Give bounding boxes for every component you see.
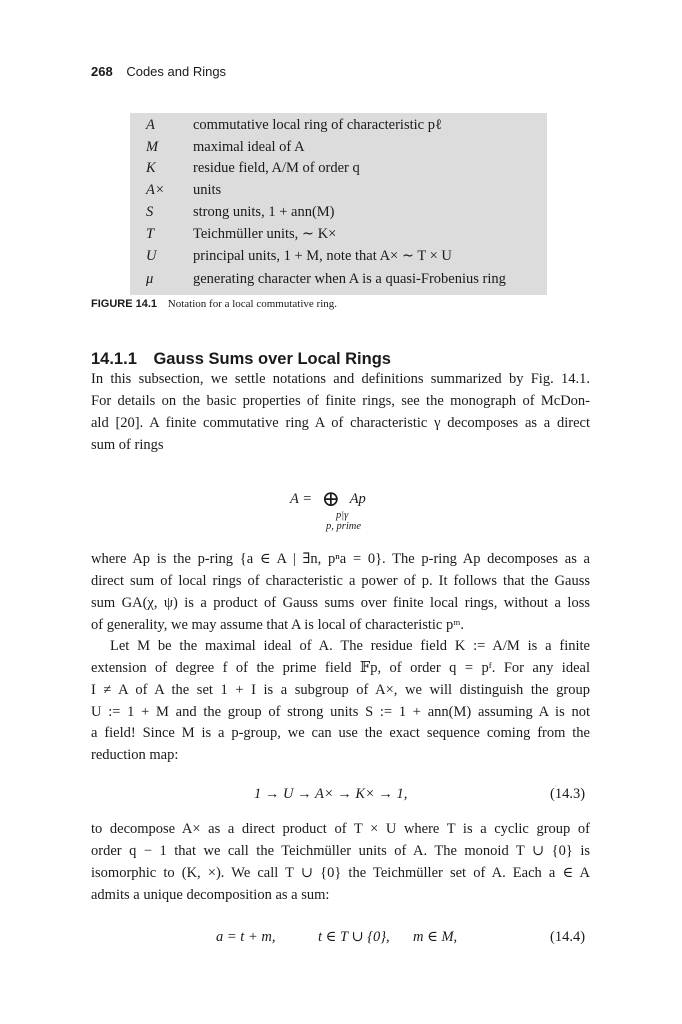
- notation-row: [130, 160, 547, 181]
- equation-14-4-part1: a = t + m,: [216, 929, 276, 945]
- notation-symbol: M: [146, 139, 159, 155]
- equation-subscript-1: p|γ: [336, 510, 349, 521]
- section-title: Gauss Sums over Local Rings: [153, 350, 391, 368]
- notation-symbol: K: [146, 160, 156, 176]
- paragraph-line: to decompose A× as a direct product of T × U where T is a cyclic group of: [91, 821, 590, 837]
- notation-symbol: U: [146, 248, 157, 264]
- equation-14-4-part2: t ∈ T ∪ {0},: [318, 929, 390, 945]
- notation-symbol: A×: [146, 182, 165, 198]
- notation-description: principal units, 1 + M, note that A× ∼ T × U: [193, 248, 452, 264]
- paragraph-line: sum GA(χ, ψ) is a product of Gauss sums over finite local rings, without a loss: [91, 595, 590, 611]
- equation-subscript-2: p, prime: [326, 521, 361, 532]
- notation-row: [130, 139, 547, 160]
- notation-description: Teichmüller units, ∼ K×: [193, 226, 337, 242]
- section-number: 14.1.1: [91, 350, 137, 368]
- notation-description: strong units, 1 + ann(M): [193, 204, 335, 220]
- figure-label: FIGURE 14.1: [91, 298, 158, 310]
- notation-row: [130, 226, 547, 247]
- paragraph-line: where Ap is the p-ring {a ∈ A | ∃n, pⁿa = 0}. The p-ring Ap decomposes as a: [91, 551, 590, 567]
- notation-table: [130, 113, 547, 295]
- paragraph-line: admits a unique decomposition as a sum:: [91, 887, 330, 903]
- figure-caption-text: Notation for a local commutative ring.: [167, 298, 338, 310]
- figure-caption: [91, 298, 337, 310]
- paragraph-line: reduction map:: [91, 747, 179, 763]
- notation-description: units: [193, 182, 222, 198]
- page-number: 268: [91, 64, 113, 79]
- equation-number: (14.3): [550, 786, 586, 802]
- notation-row: [130, 248, 547, 269]
- paragraph-line: extension of degree f of the prime field 𝔽p, of order q = pᶠ. For any ideal: [91, 660, 590, 676]
- notation-description: maximal ideal of A: [193, 139, 305, 155]
- direct-sum-symbol: ⊕: [321, 486, 341, 511]
- notation-row: [130, 182, 547, 203]
- paragraph-line: In this subsection, we settle notations and definitions summarized by Fig. 14.1.: [91, 371, 590, 387]
- equation-rhs: Ap: [349, 491, 366, 507]
- notation-row: [130, 117, 547, 138]
- notation-symbol: A: [146, 117, 155, 133]
- notation-row: [130, 204, 547, 225]
- equation-number: (14.4): [550, 929, 586, 945]
- notation-description: residue field, A/M of order q: [193, 160, 360, 176]
- notation-symbol: S: [146, 204, 154, 220]
- paragraph-line: For details on the basic properties of finite rings, see the monograph of McDon-: [91, 393, 590, 409]
- running-title: Codes and Rings: [126, 64, 227, 79]
- notation-symbol: μ: [146, 271, 154, 287]
- paragraph-line: a field! Since M is a p-group, we can use the exact sequence coming from the: [91, 725, 590, 741]
- paragraph-line: ald [20]. A finite commutative ring A of characteristic γ decomposes as a direct: [91, 415, 590, 431]
- paragraph-line: order q − 1 that we call the Teichmüller units of A. The monoid T ∪ {0} is: [91, 843, 590, 859]
- notation-row: [130, 271, 547, 292]
- equation-14-3: 1 → U → A× → K× → 1,: [254, 786, 408, 802]
- paragraph-line: U := 1 + M and the group of strong units S := 1 + ann(M) assuming A is not: [91, 704, 590, 720]
- section-heading: [91, 350, 391, 369]
- paragraph-line: of generality, we may assume that A is local of characteristic pᵐ.: [91, 617, 464, 633]
- equation-decomposition: [290, 486, 366, 512]
- paragraph-line: direct sum of local rings of characteristic a power of p. It follows that the Gauss: [91, 573, 590, 589]
- paragraph-line: Let M be the maximal ideal of A. The residue field K := A/M is a finite: [110, 638, 590, 654]
- paragraph-line: I ≠ A of A the set 1 + I is a subgroup of A×, we will distinguish the group: [91, 682, 590, 698]
- equation-lhs: A =: [290, 491, 313, 507]
- running-header: [91, 64, 226, 79]
- paragraph-line: sum of rings: [91, 437, 164, 453]
- equation-14-4-part3: m ∈ M,: [413, 929, 458, 945]
- notation-description: generating character when A is a quasi-Frobenius ring: [193, 271, 506, 287]
- notation-symbol: T: [146, 226, 155, 242]
- notation-description: commutative local ring of characteristic pℓ: [193, 117, 442, 133]
- paragraph-line: isomorphic to (K, ×). We call T ∪ {0} the Teichmüller set of A. Each a ∈ A: [91, 865, 590, 881]
